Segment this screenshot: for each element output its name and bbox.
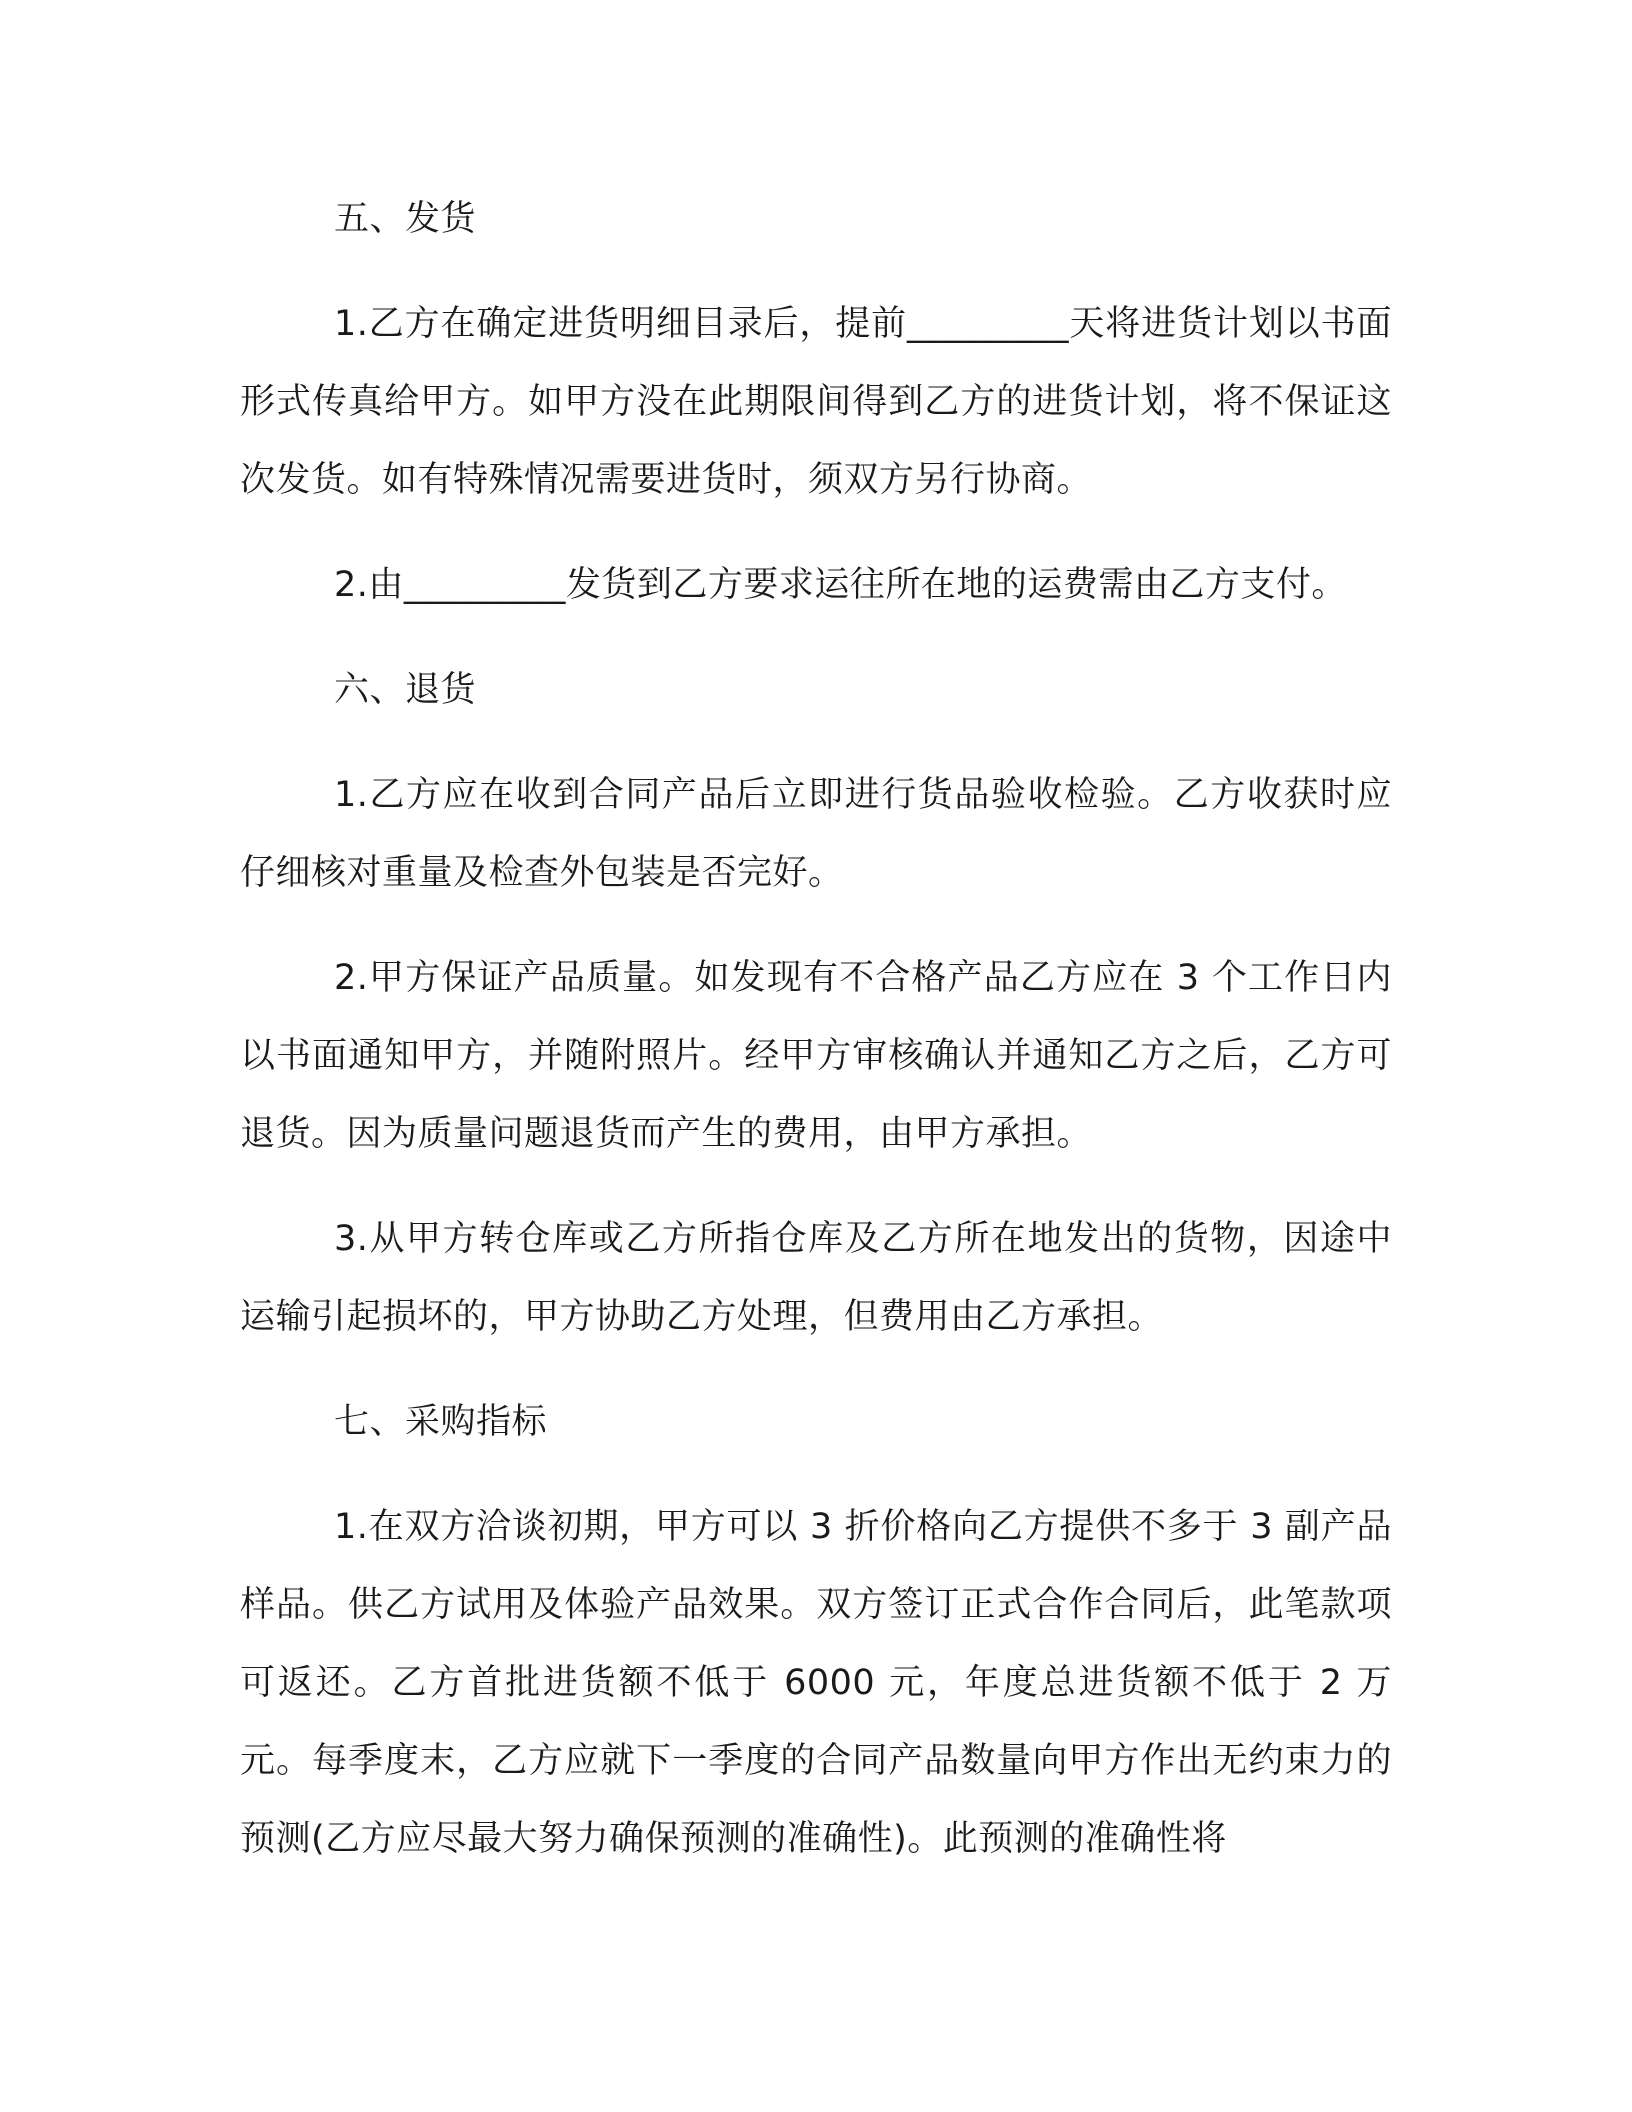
shipping-clause-1: 1.乙方在确定进货明细目录后，提前_________天将进货计划以书面形式传真给甲方。如甲方没在此期限间得到乙方的进货计划，将不保证这次发货。如有特殊情况需要进货时，须双方另行协商。	[240, 304, 1392, 500]
section-heading-shipping: 五、发货	[334, 199, 477, 239]
section-heading-purchase-targets: 七、采购指标	[334, 1402, 548, 1442]
document-body	[240, 180, 1392, 1905]
returns-clause-1: 1.乙方应在收到合同产品后立即进行货品验收检验。乙方收获时应仔细核对重量及检查外包装是否完好。	[240, 775, 1392, 893]
section-heading-returns: 六、退货	[334, 670, 477, 710]
returns-clause-2: 2.甲方保证产品质量。如发现有不合格产品乙方应在 3 个工作日内以书面通知甲方，并随附照片。经甲方审核确认并通知乙方之后，乙方可退货。因为质量问题退货而产生的费用，由甲方承担。	[240, 958, 1392, 1154]
purchase-clause-1: 1.在双方洽谈初期，甲方可以 3 折价格向乙方提供不多于 3 副产品样品。供乙方试用及体验产品效果。双方签订正式合作合同后，此笔款项可返还。乙方首批进货额不低于 6000 元，年度总进货额不低于 2 万元。每季度末，乙方应就下一季度的合同产品数量向甲方作出无约束力的预测(乙方应尽最大努力确保预测的准确性)。此预测的准确性将	[240, 1507, 1392, 1859]
returns-clause-3: 3.从甲方转仓库或乙方所指仓库及乙方所在地发出的货物，因途中运输引起损坏的，甲方协助乙方处理，但费用由乙方承担。	[240, 1219, 1392, 1337]
shipping-clause-2: 2.由_________发货到乙方要求运往所在地的运费需由乙方支付。	[334, 565, 1347, 605]
